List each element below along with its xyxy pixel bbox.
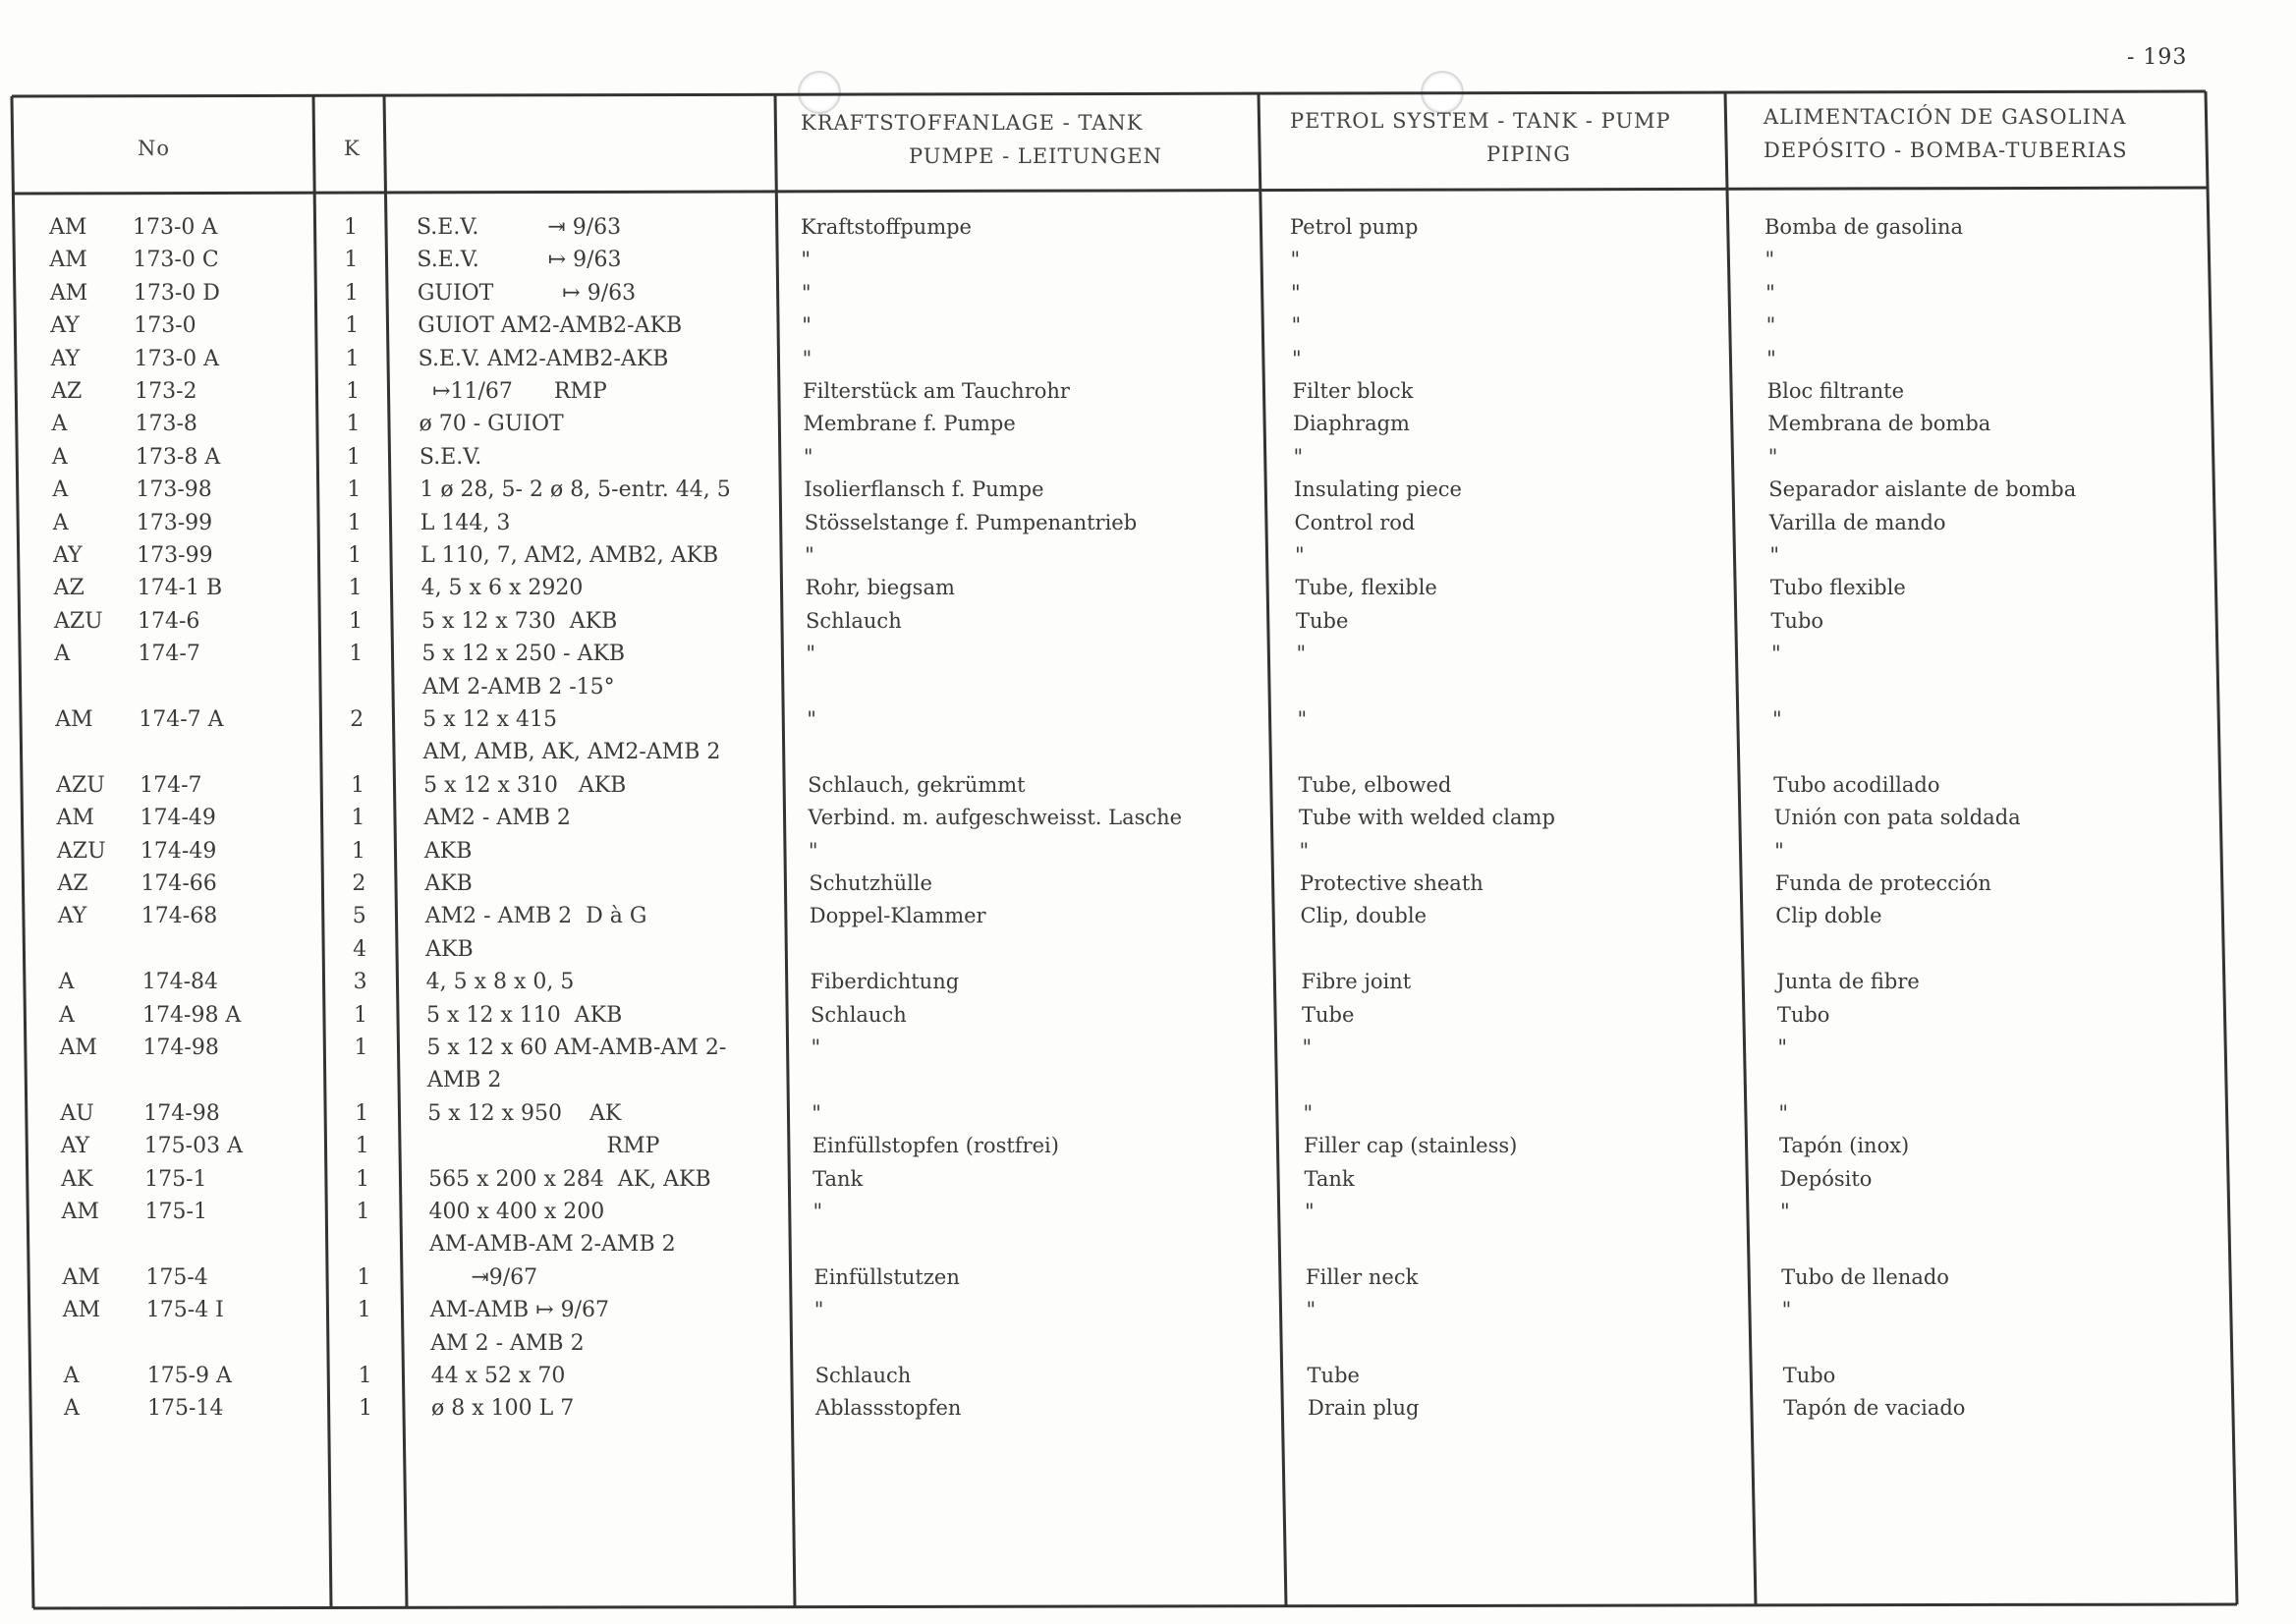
spec-cell: AM-AMB ↦ 9/67 <box>429 1298 610 1323</box>
german-cell: Isolierflansch f. Pumpe <box>804 477 1044 502</box>
spec-cell: AM2 - AMB 2 <box>423 806 571 831</box>
part-number-cell: 173-2 <box>135 379 197 404</box>
quantity-cell: 1 <box>344 280 359 306</box>
german-cell: Schutzhülle <box>809 871 932 895</box>
english-cell: Tube <box>1296 608 1349 633</box>
english-cell: " <box>1306 1298 1316 1322</box>
header-german: KRAFTSTOFFANLAGE - TANK PUMPE - LEITUNGEN <box>801 111 1162 168</box>
quantity-cell: 1 <box>345 313 360 339</box>
english-cell: " <box>1302 1036 1313 1059</box>
english-cell: Tank <box>1304 1166 1355 1191</box>
german-cell: " <box>808 838 818 863</box>
english-cell: " <box>1291 313 1302 338</box>
quantity-cell: 1 <box>346 412 361 437</box>
english-cell: Filter block <box>1292 379 1414 403</box>
spec-cell: ↦11/67 RMP <box>419 379 607 404</box>
spec-cell: S.E.V. ↦ 9/63 <box>417 248 622 273</box>
english-cell: Tube <box>1307 1364 1360 1387</box>
english-cell: " <box>1295 543 1305 567</box>
spanish-cell: Tubo <box>1782 1364 1836 1387</box>
spanish-cell: Unión con pata soldada <box>1773 806 2021 830</box>
german-cell: " <box>812 1100 821 1125</box>
header-english: PETROL SYSTEM - TANK - PUMP PIPING <box>1290 109 1671 166</box>
quantity-cell: 2 <box>350 707 364 732</box>
german-cell: Membrane f. Pumpe <box>803 412 1016 436</box>
spanish-cell: Tapón (inox) <box>1778 1134 1910 1158</box>
part-number-cell: 173-99 <box>136 510 213 535</box>
english-cell: Filler cap (stainless) <box>1304 1134 1518 1158</box>
prefix-cell: AY <box>60 1134 90 1159</box>
spec-cell: S.E.V. ⇥ 9/63 <box>417 215 622 240</box>
german-cell: " <box>802 346 812 370</box>
spanish-cell: " <box>1765 313 1776 338</box>
german-cell: Schlauch <box>811 1002 907 1027</box>
spanish-cell: " <box>1767 444 1778 469</box>
english-cell: Clip, double <box>1300 904 1428 928</box>
german-cell: Verbind. m. aufgeschweisst. Lasche <box>808 806 1183 830</box>
quantity-cell: 3 <box>353 970 367 995</box>
spanish-cell: " <box>1780 1200 1790 1223</box>
part-number-cell: 173-8 <box>135 412 197 437</box>
quantity-cell: 1 <box>349 608 363 634</box>
german-cell: " <box>805 543 814 567</box>
german-cell: " <box>811 1036 821 1059</box>
prefix-cell: AM <box>62 1298 101 1323</box>
prefix-cell: AM <box>59 1036 97 1060</box>
spec-cell: 5 x 12 x 110 AKB <box>426 1002 623 1028</box>
part-number-cell: 174-66 <box>140 871 217 896</box>
spec-cell: S.E.V. AM2-AMB2-AKB <box>418 346 669 371</box>
prefix-cell: A <box>63 1364 80 1388</box>
prefix-cell: AZ <box>51 379 83 404</box>
spanish-cell: " <box>1766 346 1776 370</box>
spec-cell: 5 x 12 x 730 AKB <box>421 608 618 634</box>
prefix-cell: AZ <box>57 871 88 896</box>
part-number-cell: 175-4 <box>145 1264 208 1290</box>
english-cell: Protective sheath <box>1300 871 1484 895</box>
german-cell: Schlauch <box>814 1364 912 1387</box>
english-cell: Drain plug <box>1308 1396 1420 1421</box>
spec-cell: AM-AMB-AM 2-AMB 2 <box>428 1232 676 1258</box>
spec-cell: 5 x 12 x 310 AKB <box>423 772 627 798</box>
spec-cell: AM, AMB, AK, AM2-AMB 2 <box>422 740 721 765</box>
quantity-cell: 1 <box>345 346 360 371</box>
quantity-cell: 1 <box>354 1002 368 1028</box>
german-cell: " <box>812 1200 823 1223</box>
spec-cell: 565 x 200 x 284 AK, AKB <box>428 1166 711 1192</box>
part-number-cell: 173-0 A <box>134 346 219 371</box>
prefix-cell: AY <box>57 904 87 929</box>
spanish-cell: " <box>1772 707 1782 731</box>
quantity-cell: 4 <box>353 936 367 962</box>
part-number-cell: 175-14 <box>147 1396 224 1422</box>
english-cell: " <box>1293 444 1304 469</box>
quantity-cell: 1 <box>344 215 358 240</box>
quantity-cell: 2 <box>352 871 366 896</box>
spec-cell: AKB <box>423 838 473 864</box>
part-number-cell: 175-1 <box>144 1166 207 1192</box>
spec-cell: 400 x 400 x 200 <box>428 1200 605 1224</box>
quantity-cell: 1 <box>351 838 365 864</box>
german-cell: Schlauch <box>806 608 902 633</box>
quantity-cell: 1 <box>347 477 362 503</box>
prefix-cell: A <box>52 477 69 503</box>
part-number-cell: 174-49 <box>140 838 217 864</box>
spanish-cell: Tubo flexible <box>1769 576 1906 600</box>
part-number-cell: 174-6 <box>138 608 200 634</box>
part-number-cell: 174-7 A <box>139 707 224 732</box>
german-cell: " <box>802 313 812 338</box>
part-number-cell: 174-68 <box>140 904 218 929</box>
spanish-cell: Junta de fibre <box>1776 970 1920 994</box>
header-k: K <box>344 137 361 160</box>
english-cell: Control rod <box>1294 510 1416 534</box>
spanish-cell: " <box>1769 543 1780 567</box>
spec-cell: 4, 5 x 6 x 2920 <box>420 576 584 601</box>
prefix-cell: AY <box>53 543 83 568</box>
spec-cell: 1 ø 28, 5- 2 ø 8, 5-entr. 44, 5 <box>420 477 731 503</box>
part-number-cell: 174-84 <box>141 970 219 995</box>
english-cell: Tube with welded clamp <box>1299 806 1555 830</box>
part-number-cell: 175-9 A <box>146 1364 232 1388</box>
part-number-cell: 174-98 <box>143 1100 220 1126</box>
german-cell: Filterstück am Tauchrohr <box>803 379 1070 403</box>
english-cell: Diaphragm <box>1293 412 1410 436</box>
spanish-cell: " <box>1777 1036 1788 1059</box>
spanish-cell: Tubo acodillado <box>1773 772 1940 797</box>
german-cell: " <box>807 707 816 731</box>
spanish-cell: Varilla de mando <box>1768 510 1946 534</box>
prefix-cell: AM <box>49 248 87 273</box>
spec-cell: GUIOT AM2-AMB2-AKB <box>418 313 683 339</box>
german-cell: Einfüllstutzen <box>813 1264 960 1289</box>
german-cell: " <box>801 248 812 272</box>
spanish-cell: Bomba de gasolina <box>1764 215 1964 239</box>
german-cell: Ablassstopfen <box>815 1396 962 1421</box>
prefix-cell: AM <box>55 707 93 732</box>
spanish-cell: " <box>1778 1100 1789 1125</box>
german-cell: " <box>813 1298 824 1322</box>
part-number-cell: 173-0 A <box>133 215 218 240</box>
spec-cell: 4, 5 x 8 x 0, 5 <box>425 970 575 995</box>
spanish-cell: Bloc filtrante <box>1766 379 1905 403</box>
spec-cell: S.E.V. <box>419 444 482 470</box>
quantity-cell: 1 <box>349 642 364 667</box>
spec-cell: AM 2-AMB 2 -15° <box>421 674 615 700</box>
prefix-cell: AM <box>62 1264 100 1290</box>
part-number-cell: 174-98 A <box>142 1002 242 1028</box>
german-cell: Tank <box>812 1166 864 1191</box>
german-cell: Schlauch, gekrümmt <box>808 772 1026 797</box>
spanish-cell: Funda de protección <box>1774 871 1991 895</box>
quantity-cell: 1 <box>355 1134 369 1159</box>
spanish-cell: Depósito <box>1779 1166 1873 1191</box>
quantity-cell: 1 <box>346 379 361 404</box>
prefix-cell: AM <box>61 1200 99 1224</box>
prefix-cell: AZU <box>56 772 105 798</box>
english-cell: " <box>1292 346 1302 370</box>
spanish-cell: " <box>1781 1298 1792 1322</box>
quantity-cell: 1 <box>348 576 363 601</box>
spec-cell: L 144, 3 <box>420 510 511 535</box>
quantity-cell: 5 <box>352 904 366 929</box>
prefix-cell: AZ <box>53 576 84 601</box>
part-number-cell: 174-7 <box>140 772 202 798</box>
prefix-cell: AZU <box>54 608 103 634</box>
part-number-cell: 174-7 <box>138 642 200 667</box>
english-cell: Fibre joint <box>1301 970 1412 994</box>
english-cell: Tube <box>1302 1002 1355 1027</box>
quantity-cell: 1 <box>359 1396 373 1422</box>
german-cell: " <box>801 280 812 305</box>
spec-cell: AMB 2 <box>426 1068 502 1093</box>
german-cell: " <box>803 444 813 469</box>
spec-cell: AM 2 - AMB 2 <box>430 1330 585 1356</box>
prefix-cell: AY <box>50 313 80 339</box>
spec-cell: RMP <box>427 1134 660 1159</box>
german-cell: Fiberdichtung <box>810 970 960 994</box>
english-cell: " <box>1290 248 1301 272</box>
english-cell: Tube, flexible <box>1295 576 1437 600</box>
part-number-cell: 174-1 B <box>137 576 223 601</box>
prefix-cell: AY <box>50 346 81 371</box>
part-number-cell: 173-8 A <box>135 444 221 470</box>
german-cell: " <box>806 642 816 666</box>
spanish-cell: Tubo de llenado <box>1781 1264 1949 1289</box>
english-cell: Tube, elbowed <box>1298 772 1452 797</box>
part-number-cell: 175-1 <box>144 1200 207 1224</box>
prefix-cell: A <box>51 412 68 437</box>
german-cell: Doppel-Klammer <box>809 904 986 928</box>
part-number-cell: 174-49 <box>140 806 216 831</box>
quantity-cell: 1 <box>351 772 365 798</box>
quantity-cell: 1 <box>344 248 359 273</box>
spanish-cell: Separador aislante de bomba <box>1768 477 2077 502</box>
english-cell: " <box>1303 1100 1314 1125</box>
prefix-cell: A <box>51 444 68 470</box>
quantity-cell: 1 <box>347 510 362 535</box>
english-cell: Filler neck <box>1306 1264 1419 1289</box>
part-number-cell: 173-0 D <box>133 280 220 306</box>
spanish-cell: " <box>1770 642 1781 666</box>
spanish-cell: " <box>1764 248 1775 272</box>
spec-cell: AKB <box>425 936 474 962</box>
spec-cell: 44 x 52 x 70 <box>430 1364 566 1388</box>
quantity-cell: 1 <box>356 1200 370 1224</box>
spanish-cell: Clip doble <box>1775 904 1882 928</box>
page-number: - 193 <box>2127 45 2188 70</box>
part-number-cell: 175-03 A <box>143 1134 243 1159</box>
header-spanish: ALIMENTACIÓN DE GASOLINA DEPÓSITO - BOMBA-TUBERIAS <box>1764 105 2128 162</box>
prefix-cell: AM <box>49 280 88 306</box>
spanish-cell: Tubo <box>1770 608 1824 633</box>
prefix-cell: AM <box>49 215 87 240</box>
prefix-cell: A <box>52 510 69 535</box>
quantity-cell: 1 <box>357 1298 371 1323</box>
prefix-cell: A <box>59 1002 75 1028</box>
spec-cell: 5 x 12 x 950 AK <box>427 1100 622 1126</box>
prefix-cell: A <box>64 1396 80 1422</box>
english-cell: Insulating piece <box>1294 477 1462 502</box>
english-cell: Petrol pump <box>1290 215 1419 239</box>
prefix-cell: AK <box>61 1166 93 1192</box>
spec-cell: 5 x 12 x 60 AM-AMB-AM 2- <box>426 1036 727 1060</box>
spanish-cell: Tubo <box>1776 1002 1830 1027</box>
quantity-cell: 1 <box>348 543 363 568</box>
spec-cell: 5 x 12 x 250 - AKB <box>421 642 626 667</box>
spec-cell: AKB <box>424 871 473 896</box>
spanish-cell: " <box>1765 280 1775 305</box>
english-cell: " <box>1291 280 1301 305</box>
spec-cell: AM2 - AMB 2 D à G <box>424 904 647 929</box>
part-number-cell: 173-98 <box>136 477 212 503</box>
quantity-cell: 1 <box>346 444 361 470</box>
prefix-cell: AU <box>60 1100 94 1126</box>
english-cell: " <box>1299 838 1310 863</box>
part-number-cell: 173-0 <box>134 313 196 339</box>
german-cell: Stösselstange f. Pumpenantrieb <box>804 510 1138 534</box>
spec-cell: GUIOT ↦ 9/63 <box>417 280 637 306</box>
german-cell: Einfüllstopfen (rostfrei) <box>812 1134 1059 1158</box>
english-cell: " <box>1305 1200 1315 1223</box>
english-cell: " <box>1296 642 1307 666</box>
german-cell: Kraftstoffpumpe <box>801 215 972 239</box>
prefix-cell: AM <box>56 806 94 831</box>
spanish-cell: " <box>1774 838 1784 863</box>
quantity-cell: 1 <box>351 806 365 831</box>
part-number-cell: 174-98 <box>142 1036 219 1060</box>
spec-cell: L 110, 7, AM2, AMB2, AKB <box>420 543 719 568</box>
german-cell: Rohr, biegsam <box>805 576 955 600</box>
part-number-cell: 173-0 C <box>133 248 219 273</box>
quantity-cell: 1 <box>356 1166 370 1192</box>
header-no: No <box>138 137 171 160</box>
quantity-cell: 1 <box>358 1364 372 1388</box>
spec-cell: ø 70 - GUIOT <box>419 412 564 437</box>
prefix-cell: A <box>54 642 71 667</box>
prefix-cell: AZU <box>56 838 106 864</box>
spec-cell: ø 8 x 100 L 7 <box>431 1396 575 1422</box>
spec-cell: ⇥9/67 <box>429 1264 538 1290</box>
spanish-cell: Tapón de vaciado <box>1783 1396 1966 1421</box>
prefix-cell: A <box>58 970 75 995</box>
english-cell: " <box>1297 707 1308 731</box>
spec-cell: 5 x 12 x 415 <box>422 707 558 732</box>
spanish-cell: Membrana de bomba <box>1767 412 1991 436</box>
quantity-cell: 1 <box>354 1036 368 1060</box>
quantity-cell: 1 <box>355 1100 369 1126</box>
quantity-cell: 1 <box>357 1264 371 1290</box>
part-number-cell: 175-4 I <box>145 1298 224 1323</box>
part-number-cell: 173-99 <box>137 543 213 568</box>
